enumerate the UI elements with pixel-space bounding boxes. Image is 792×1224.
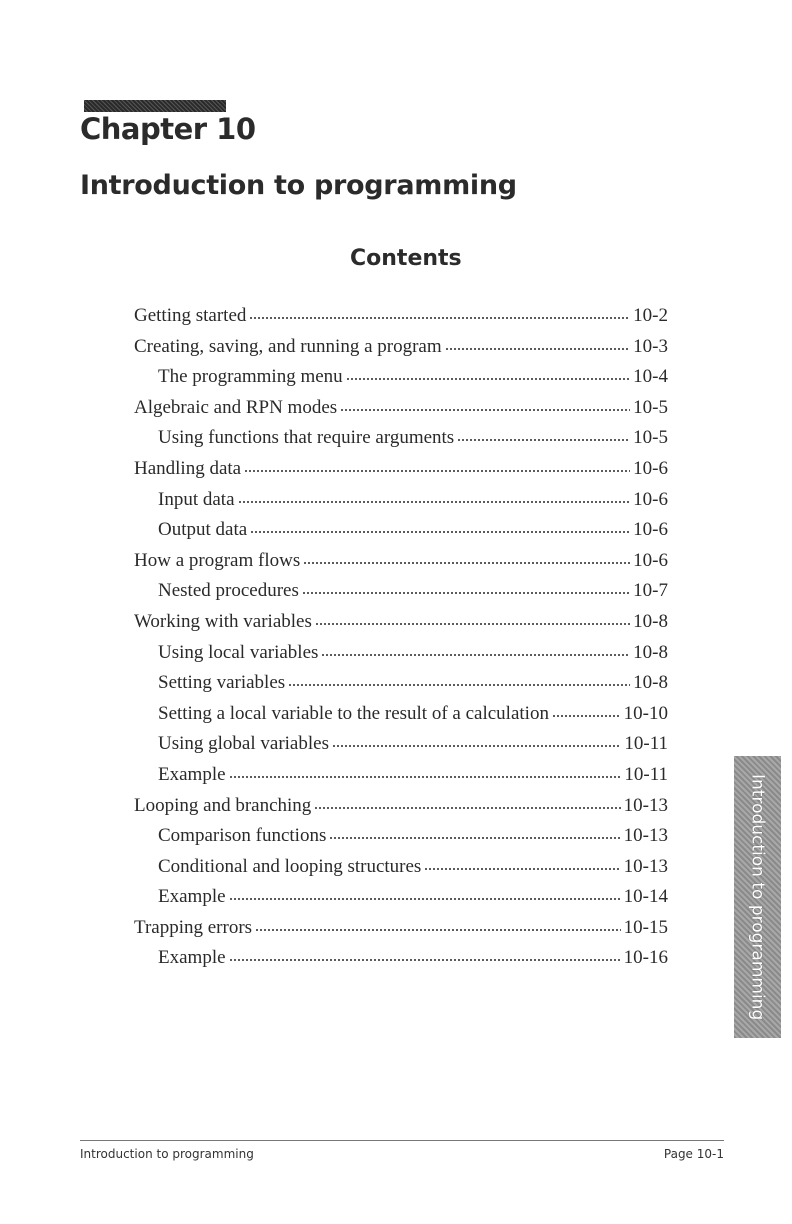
toc-entry-page: 10-4 — [633, 366, 668, 388]
dot-leader — [303, 561, 630, 565]
dot-leader — [340, 408, 630, 412]
toc-entry-title: Nested procedures — [158, 580, 299, 602]
toc-entry-title: Looping and branching — [134, 794, 312, 816]
table-of-contents — [134, 305, 668, 978]
toc-entry-title: Using functions that require arguments — [158, 427, 455, 449]
dot-leader — [552, 714, 621, 718]
toc-entry[interactable] — [134, 550, 668, 581]
dot-leader — [445, 347, 631, 351]
chapter-title: Introduction to programming — [80, 170, 517, 201]
toc-entry[interactable] — [134, 427, 668, 458]
dot-leader — [288, 683, 630, 687]
toc-entry-page: 10-5 — [633, 427, 668, 449]
toc-entry-title: How a program flows — [134, 549, 301, 571]
toc-entry-title: Algebraic and RPN modes — [134, 396, 338, 418]
toc-entry[interactable] — [134, 611, 668, 642]
toc-entry-title: Conditional and looping structures — [158, 855, 422, 877]
toc-entry[interactable] — [134, 672, 668, 703]
dot-leader — [249, 316, 630, 320]
toc-entry[interactable] — [134, 917, 668, 948]
side-tab-label: Introduction to programming — [747, 773, 768, 1021]
toc-entry-title: Setting variables — [158, 672, 286, 694]
toc-entry-title: Example — [158, 947, 226, 969]
side-tab — [734, 756, 781, 1038]
toc-entry-title: Trapping errors — [134, 916, 253, 938]
toc-entry-title: Example — [158, 886, 226, 908]
toc-entry-page: 10-2 — [633, 305, 668, 326]
toc-entry[interactable] — [134, 764, 668, 795]
toc-entry-page: 10-11 — [624, 763, 668, 785]
toc-entry-title: Creating, saving, and running a program — [134, 335, 442, 357]
toc-entry-page: 10-6 — [633, 457, 668, 479]
toc-entry-page: 10-6 — [633, 519, 668, 541]
toc-entry-page: 10-14 — [623, 886, 668, 908]
toc-entry-page: 10-7 — [633, 580, 668, 602]
dot-leader — [314, 806, 620, 810]
toc-entry-page: 10-6 — [633, 488, 668, 510]
toc-entry[interactable] — [134, 305, 668, 336]
toc-entry-title: Example — [158, 763, 226, 785]
dot-leader — [229, 897, 621, 901]
toc-entry[interactable] — [134, 642, 668, 673]
toc-entry-page: 10-6 — [633, 549, 668, 571]
toc-entry-page: 10-10 — [623, 702, 668, 724]
toc-entry-title: Input data — [158, 488, 235, 510]
toc-entry[interactable] — [134, 733, 668, 764]
dot-leader — [244, 469, 630, 473]
toc-entry[interactable] — [134, 458, 668, 489]
toc-entry[interactable] — [134, 856, 668, 887]
dot-leader — [332, 744, 621, 748]
dot-leader — [229, 775, 622, 779]
footer-title: Introduction to programming — [80, 1147, 254, 1161]
toc-entry-page: 10-8 — [633, 610, 668, 632]
toc-entry[interactable] — [134, 886, 668, 917]
toc-entry[interactable] — [134, 795, 668, 826]
toc-entry-title: Working with variables — [134, 610, 312, 632]
dot-leader — [229, 958, 621, 962]
toc-entry-title: Using local variables — [158, 641, 319, 663]
toc-entry-page: 10-13 — [623, 794, 668, 816]
dot-leader — [346, 377, 630, 381]
toc-entry-page: 10-8 — [633, 672, 668, 694]
toc-entry-title: Comparison functions — [158, 825, 327, 847]
toc-entry-title: Handling data — [134, 457, 242, 479]
dot-leader — [329, 836, 620, 840]
toc-entry[interactable] — [134, 519, 668, 550]
toc-entry-page: 10-8 — [633, 641, 668, 663]
toc-entry[interactable] — [134, 580, 668, 611]
dot-leader — [457, 438, 630, 442]
toc-entry-title: Output data — [158, 519, 248, 541]
chapter-label: Chapter 10 — [80, 112, 256, 146]
toc-entry[interactable] — [134, 366, 668, 397]
dot-leader — [321, 653, 630, 657]
toc-entry-page: 10-13 — [623, 855, 668, 877]
dot-leader — [315, 622, 630, 626]
dot-leader — [424, 867, 620, 871]
dot-leader — [302, 591, 630, 595]
toc-entry-page: 10-13 — [623, 825, 668, 847]
toc-entry-page: 10-5 — [633, 396, 668, 418]
toc-entry-title: Getting started — [134, 305, 247, 326]
dot-leader — [238, 500, 631, 504]
toc-entry[interactable] — [134, 825, 668, 856]
toc-entry-page: 10-16 — [623, 947, 668, 969]
toc-entry-page: 10-11 — [624, 733, 668, 755]
toc-entry[interactable] — [134, 489, 668, 520]
toc-entry-title: The programming menu — [158, 366, 343, 388]
toc-entry[interactable] — [134, 397, 668, 428]
footer-page-number: Page 10-1 — [663, 1147, 724, 1161]
toc-entry-page: 10-3 — [633, 335, 668, 357]
toc-entry-page: 10-15 — [623, 916, 668, 938]
toc-entry-title: Using global variables — [158, 733, 329, 755]
toc-entry[interactable] — [134, 947, 668, 978]
toc-entry-title: Setting a local variable to the result of a calculation — [158, 702, 549, 724]
dot-leader — [250, 530, 630, 534]
toc-entry[interactable] — [134, 336, 668, 367]
dot-leader — [255, 928, 621, 932]
footer-rule — [80, 1140, 724, 1141]
chapter-bar — [84, 100, 226, 112]
toc-entry[interactable] — [134, 703, 668, 734]
contents-heading: Contents — [350, 246, 462, 271]
